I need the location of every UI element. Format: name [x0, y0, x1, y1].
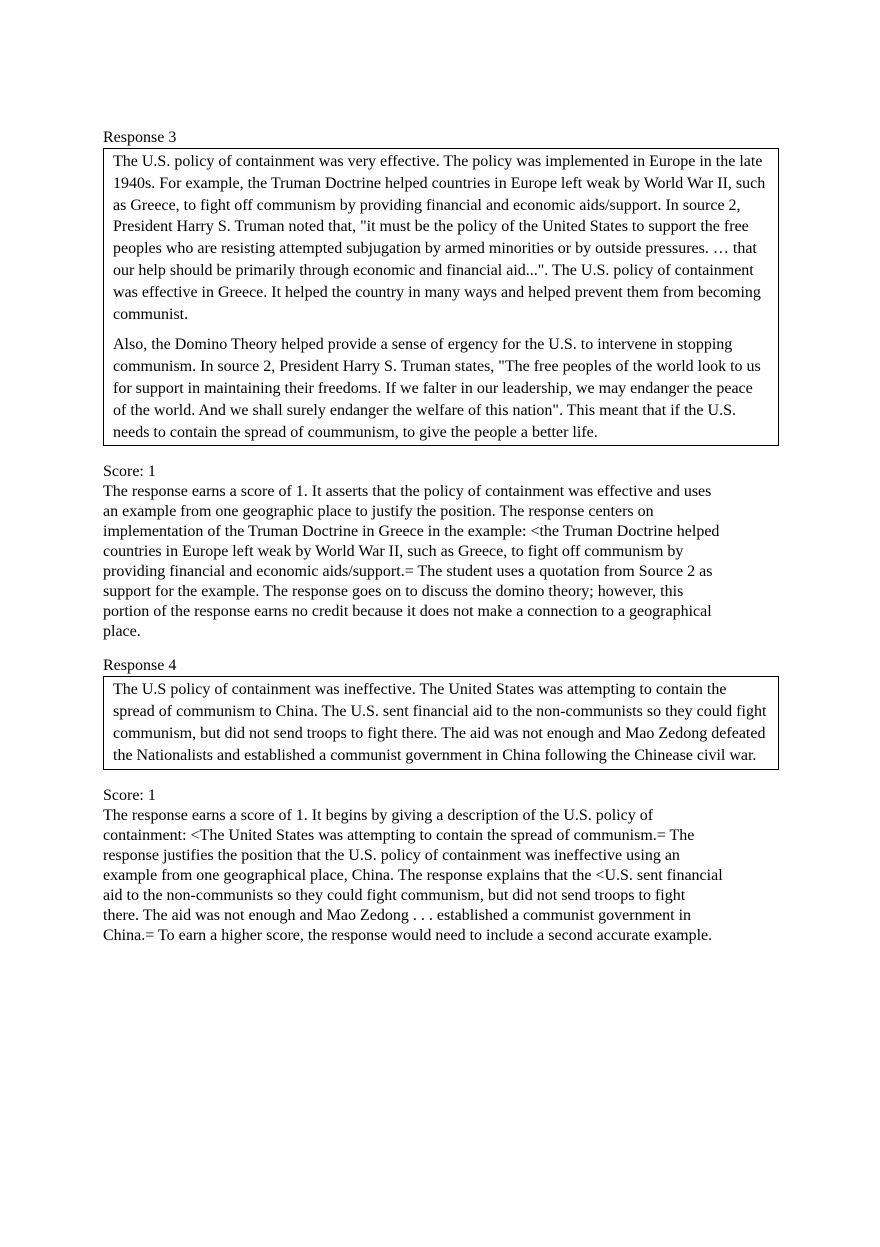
response-4-box — [103, 676, 779, 769]
response-4-paragraph-1: The U.S policy of containment was ineffective. The United States was attempting to contain the spread of communism to China. The U.S. sent financial aid to the non-communists so they could fight communism, but did not send troops to fight there. The aid was not enough and Mao Zedong defeated the Nationalists and established a communist government in China following the Chinease civil war. — [113, 681, 767, 764]
response-3-score: Score: 1 — [103, 463, 156, 481]
response-3-paragraph-1: The U.S. policy of containment was very effective. The policy was implemented in Europe in the late 1940s. For example, the Truman Doctrine helped countries in Europe left weak by World War II, such as Greece, to fight off communism by providing financial and economic aids/support. In source 2, President Harry S. Truman noted that, "it must be the policy of the United States to support the free peoples who are resisting attempted subjugation by armed minorities or by outside pressures. … that our help should be primarily through economic and financial aid...". The U.S. policy of containment was effective in Greece. It helped the country in many ways and helped prevent them from becoming communist. — [113, 153, 766, 323]
response-4-heading: Response 4 — [103, 657, 177, 675]
response-3-box — [103, 148, 779, 446]
response-3-heading: Response 3 — [103, 129, 177, 146]
response-4-commentary: The response earns a score of 1. It begins by giving a description of the U.S. policy of containment: <The United States was attempting to contain the spread of communism.= The response justifies the position that the U.S. policy of containment was ineffective using an example from one geographical place, China. The response explains that the <U.S. sent financial aid to the non-communists so they could fight communism, but did not send troops to fight there. The aid was not enough and Mao Zedong . . . established a communist government in China.= To earn a higher score, the response would need to include a second accurate example. — [103, 806, 723, 944]
response-4-score: Score: 1 — [103, 786, 156, 804]
response-3-commentary: The response earns a score of 1. It asserts that the policy of containment was effective and uses an example from one geographic place to justify the position. The response centers on implementation of the Truman Doctrine in Greece in the example: <the Truman Doctrine helped countries in Europe left weak by World War II, such as Greece, to fight off communism by providing financial and economic aids/support.= The student uses a quotation from Source 2 as support for the example. The response goes on to discuss the domino theory; however, this portion of the response earns no credit because it does not make a connection to a geographical place. — [103, 483, 720, 641]
document-page — [103, 128, 779, 946]
response-3-paragraph-2: Also, the Domino Theory helped provide a sense of ergency for the U.S. to intervene in stopping communism. In source 2, President Harry S. Truman states, "The free peoples of the world look to us for support in maintaining their freedoms. If we falter in our leadership, we may endanger the peace of the world. And we shall surely endanger the welfare of this nation". This meant that if the U.S. needs to contain the spread of coummunism, to give the people a better life. — [113, 336, 761, 441]
